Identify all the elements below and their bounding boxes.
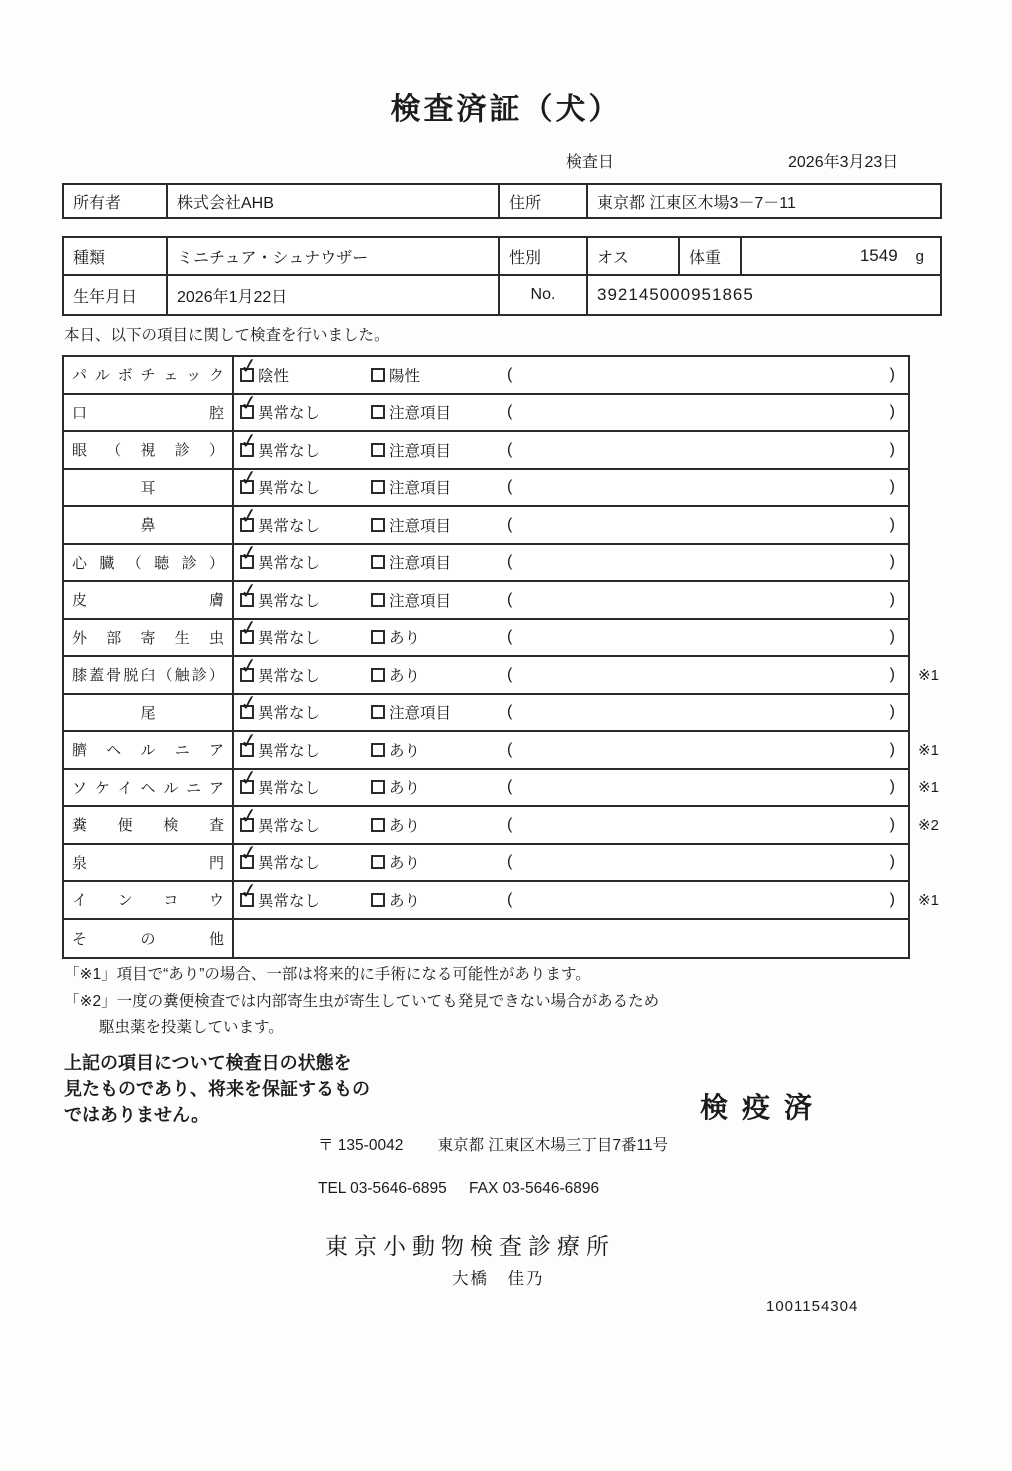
checkbox-checked-icon[interactable] [238,727,260,757]
option-label: 異常なし [258,592,321,610]
unchecked-option [371,889,420,911]
result-paren-open: ( [507,853,513,871]
checkbox-checked-icon[interactable] [238,690,260,719]
inspection-item-label: 皮 膚 [64,582,234,618]
option-label: 異常なし [258,480,321,498]
option-label: 陰性 [258,367,290,385]
intro-text: 本日、以下の項目に関して検査を行いました。 [64,327,390,344]
checked-option [238,877,321,911]
unchecked-option [371,514,451,536]
option-label: 異常なし [258,667,321,685]
inspection-row-content [234,802,908,843]
postal-code: 〒 135-0042 [318,1137,404,1154]
inspection-row [64,877,939,920]
owner-value: 株式会社AHB [168,185,500,217]
checkbox-unchecked-icon[interactable] [371,743,385,757]
check-mark-icon: ✓ [238,352,260,379]
result-paren-open: ( [507,665,513,683]
option-label: 注意項目 [389,517,452,535]
address-value: 東京都 江東区木場3－7－11 [597,194,796,212]
inspection-row-content [234,615,908,656]
weight-label: 体重 [680,238,742,274]
result-paren-close: ) [889,890,895,908]
checkbox-unchecked-icon[interactable] [371,855,385,869]
inspection-item-label: 口 腔 [64,395,234,431]
disclaimer-line-3: ではありません。 [64,1105,210,1125]
owner-label: 所有者 [64,185,168,217]
result-paren-open: ( [507,478,513,496]
inspection-row-content [234,652,908,693]
result-paren-open: ( [507,815,513,833]
option-label: あり [389,780,421,798]
checkbox-checked-icon[interactable] [238,352,260,382]
checked-option [238,727,321,761]
checked-option [238,465,321,498]
unchecked-option [371,701,451,723]
unchecked-option [371,626,420,648]
checked-option [238,615,321,648]
microchip-no-label: No. [500,276,588,314]
result-paren-open: ( [507,590,513,608]
check-mark-icon: ✓ [238,652,260,679]
checkbox-checked-icon[interactable] [238,540,260,569]
option-label: 異常なし [258,442,321,460]
result-paren-open: ( [507,778,513,796]
footnote-2: 「※2」一度の糞便検査では内部寄生虫が寄生していても発見できない場合があるため [64,993,660,1010]
fax-number: FAX 03-5646-6896 [469,1180,600,1197]
footnote-marker: ※1 [918,666,939,684]
serial-number: 1001154304 [766,1298,859,1315]
inspection-row-content [234,840,908,881]
breed-label: 種類 [64,238,168,274]
footnote-marker: ※1 [918,741,939,759]
pet-table [62,236,942,316]
sex-label: 性別 [500,238,588,274]
certificate-title: 検査済証（犬） [390,93,622,126]
result-paren-open: ( [507,553,513,571]
clinic-address: 東京都 江東区木場三丁目7番11号 [437,1137,669,1154]
checked-option [238,690,321,723]
examiner-name: 大橋 佳乃 [452,1270,545,1288]
option-label: 注意項目 [389,442,452,460]
result-paren-open: ( [507,740,513,758]
option-label: 異常なし [258,892,321,910]
footnote-marker: ※2 [918,816,939,834]
unchecked-option [371,664,420,686]
check-mark-icon: ✓ [238,427,260,454]
checkbox-unchecked-icon[interactable] [371,630,385,644]
checkbox-checked-icon[interactable] [238,652,260,682]
footnote-marker: ※1 [918,891,939,909]
option-label: 異常なし [258,630,321,648]
clinic-phone-line [318,1180,599,1198]
checkbox-checked-icon[interactable] [238,577,260,607]
unchecked-option [371,776,420,798]
checkbox-unchecked-icon[interactable] [371,893,385,907]
checkbox-unchecked-icon[interactable] [371,705,385,719]
inspection-row-content [234,427,908,468]
checkbox-checked-icon[interactable] [238,427,260,457]
option-label: 異常なし [258,517,321,535]
result-paren-close: ) [889,628,895,646]
option-label: 注意項目 [389,405,452,423]
result-paren-open: ( [507,365,513,383]
inspection-row [64,920,908,958]
result-paren-open: ( [507,628,513,646]
inspection-date-value: 2026年3月23日 [788,154,899,171]
checked-option [238,577,321,611]
checkbox-unchecked-icon[interactable] [371,480,385,494]
check-mark-icon: ✓ [238,615,260,642]
unchecked-option [371,439,451,461]
checked-option [238,802,321,836]
option-label: 注意項目 [389,705,452,723]
option-label: 異常なし [258,742,321,760]
option-label: 異常なし [258,855,321,873]
option-label: 注意項目 [389,555,452,573]
inspection-item-label: 鼻 [64,507,234,543]
result-paren-close: ) [889,665,895,683]
checked-option [238,840,321,873]
inspection-row-content [234,390,908,431]
result-paren-open: ( [507,703,513,721]
checked-option [238,427,321,461]
microchip-no-value: 392145000951865 [597,285,754,304]
checkbox-unchecked-icon[interactable] [371,593,385,607]
option-label: 異常なし [258,555,321,573]
weight-value: 1549 [859,246,898,265]
checkbox-unchecked-icon[interactable] [371,368,385,382]
inspection-row-content [234,877,908,918]
inspection-row-content [234,690,908,731]
checked-option [238,652,321,686]
check-mark-icon: ✓ [238,690,260,717]
result-paren-close: ) [889,365,895,383]
unchecked-option [371,589,451,611]
sex-value: オス [588,238,680,274]
option-label: あり [389,667,421,685]
checkbox-checked-icon[interactable] [238,502,260,532]
pet-table-row-1 [64,238,940,276]
inspection-row [64,352,908,395]
checkbox-checked-icon[interactable] [238,802,260,832]
checkbox-checked-icon[interactable] [238,765,260,794]
checkbox-unchecked-icon[interactable] [371,443,385,457]
birthdate-value: 2026年1月22日 [168,276,500,314]
option-label: 注意項目 [389,480,452,498]
inspection-row [64,577,908,620]
inspection-item-label: 心 臓 （ 聴 診 ） [64,545,234,581]
checkbox-unchecked-icon[interactable] [371,555,385,569]
inspection-row-content [234,727,908,768]
checkbox-unchecked-icon[interactable] [371,668,385,682]
unchecked-option [371,401,451,423]
inspection-row-content [234,502,908,543]
inspection-row [64,840,908,883]
checkbox-unchecked-icon[interactable] [371,818,385,832]
check-mark-icon: ✓ [238,502,260,529]
option-label: 異常なし [258,817,321,835]
inspection-row [64,615,908,658]
inspection-item-label: 臍 ヘ ル ニ ア [64,732,234,768]
breed-value: ミニチュア・シュナウザー [168,238,500,274]
result-paren-open: ( [507,890,513,908]
checkbox-unchecked-icon[interactable] [371,405,385,419]
inspection-row-content [234,577,908,618]
result-paren-close: ) [889,440,895,458]
option-label: あり [389,630,421,648]
clinic-name: 東京小動物検査診療所 [325,1233,615,1259]
inspection-row-content [234,765,908,806]
inspection-row-content [234,465,908,506]
unchecked-option [371,364,420,386]
result-paren-close: ) [889,703,895,721]
inspection-row [64,765,939,808]
checked-option [238,540,321,573]
pet-table-row-2 [64,276,940,314]
inspection-item-label: 耳 [64,470,234,506]
option-label: あり [389,742,421,760]
option-label: あり [389,892,421,910]
checked-option [238,765,321,798]
clinic-postal-line [318,1133,668,1155]
footnote-marker: ※1 [918,779,939,797]
disclaimer-line-1: 上記の項目について検査日の状態を [64,1053,352,1073]
option-label: 異常なし [258,705,321,723]
result-paren-close: ) [889,403,895,421]
check-mark-icon: ✓ [238,727,260,754]
result-paren-close: ) [889,853,895,871]
tel-number: TEL 03-5646-6895 [318,1180,447,1197]
inspection-row [64,727,939,770]
address-label: 住所 [500,185,588,217]
inspection-row [64,465,908,508]
inspection-row [64,540,908,583]
inspection-item-label: そ の 他 [64,920,234,958]
weight-cell [742,238,940,274]
inspection-item-label: 眼 （ 視 診 ） [64,432,234,468]
inspection-date-label: 検査日 [566,154,615,171]
inspection-row-content [234,540,908,581]
check-mark-icon: ✓ [238,390,260,417]
result-paren-close: ) [889,515,895,533]
option-label: 異常なし [258,780,321,798]
weight-unit: g [915,247,924,265]
check-mark-icon: ✓ [238,540,260,567]
inspection-row-content [234,920,908,958]
inspection-row [64,690,908,733]
inspection-row [64,802,939,845]
unchecked-option [371,814,420,836]
option-label: あり [389,855,421,873]
inspection-item-label: パ ル ボ チ ェ ッ ク [64,357,234,393]
checkbox-checked-icon[interactable] [238,877,260,907]
disclaimer [64,1050,370,1128]
inspection-item-label: 糞 便 検 査 [64,807,234,843]
inspection-item-label: 尾 [64,695,234,731]
checkbox-checked-icon[interactable] [238,615,260,644]
unchecked-option [371,476,451,498]
checked-option [238,502,321,536]
option-label: 注意項目 [389,592,452,610]
checkbox-unchecked-icon[interactable] [371,518,385,532]
inspection-row [64,502,908,545]
inspection-table [62,352,939,959]
inspection-row [64,390,908,433]
checkbox-unchecked-icon[interactable] [371,780,385,794]
inspection-row-content [234,352,908,393]
result-paren-open: ( [507,440,513,458]
checked-option [238,352,290,386]
result-paren-close: ) [889,553,895,571]
result-paren-open: ( [507,403,513,421]
disclaimer-line-2: 見たものであり、将来を保証するもの [64,1079,370,1099]
inspection-item-label: 膝 蓋 骨 脱 臼 （ 触 診 ） [64,657,234,693]
quarantine-passed-stamp: 検疫済 [700,1092,827,1123]
check-mark-icon: ✓ [238,577,260,604]
inspection-row [64,652,939,695]
inspection-item-label: ソ ケ イ ヘ ル ニ ア [64,770,234,806]
unchecked-option [371,851,420,873]
option-label: あり [389,817,421,835]
checkbox-checked-icon[interactable] [238,465,260,494]
checkbox-checked-icon[interactable] [238,840,260,869]
result-paren-open: ( [507,515,513,533]
unchecked-option [371,739,420,761]
inspection-row [64,427,908,470]
result-paren-close: ) [889,740,895,758]
check-mark-icon: ✓ [238,802,260,829]
result-paren-close: ) [889,590,895,608]
inspection-item-label: イ ン コ ウ [64,882,234,918]
footnote-1: 「※1」項目で“あり”の場合、一部は将来的に手術になる可能性があります。 [64,966,591,983]
inspection-item-label: 外 部 寄 生 虫 [64,620,234,656]
check-mark-icon: ✓ [238,840,260,867]
checkbox-checked-icon[interactable] [238,390,260,419]
option-label: 陽性 [389,367,421,385]
unchecked-option [371,551,451,573]
check-mark-icon: ✓ [238,465,260,492]
check-mark-icon: ✓ [238,765,260,792]
result-paren-close: ) [889,815,895,833]
result-paren-close: ) [889,778,895,796]
checked-option [238,390,321,423]
check-mark-icon: ✓ [238,877,260,904]
owner-table [62,183,942,219]
inspection-item-label: 泉 門 [64,845,234,881]
option-label: 異常なし [258,405,321,423]
result-paren-close: ) [889,478,895,496]
birthdate-label: 生年月日 [64,276,168,314]
footnote-2-continued: 駆虫薬を投薬しています。 [99,1019,284,1036]
